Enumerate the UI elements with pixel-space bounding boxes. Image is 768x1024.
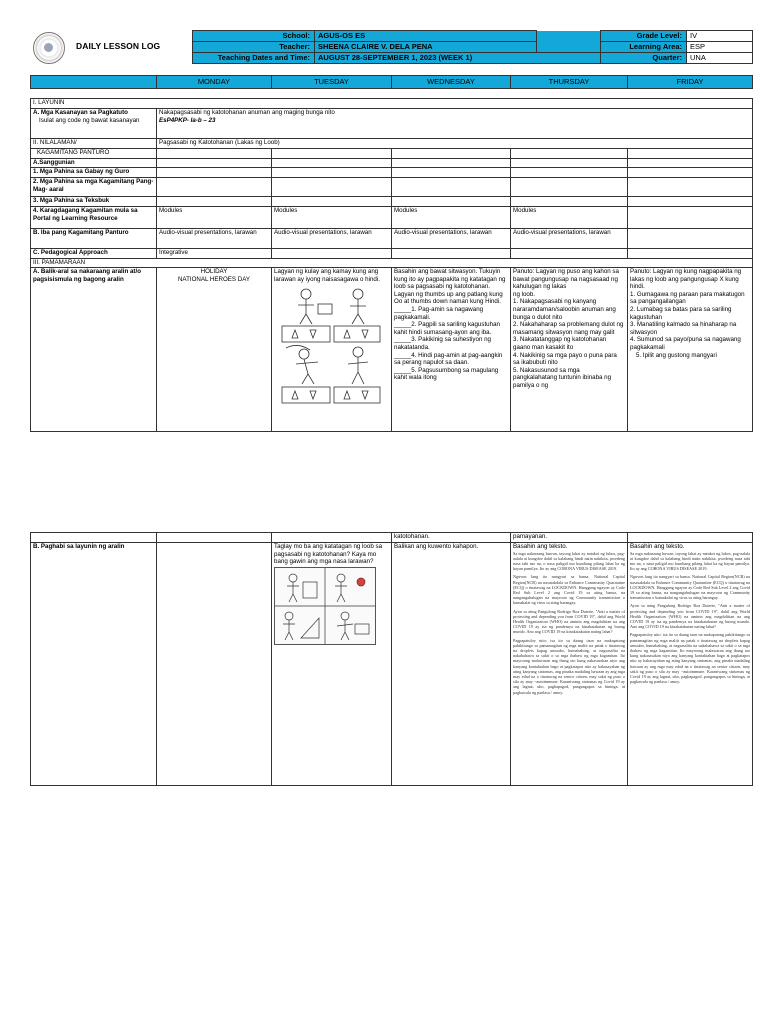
av-monday: Audio-visual presentations, larawan (157, 229, 272, 249)
teacher-value: SHEENA CLAIRE V. DELA PENA (315, 42, 537, 53)
row-label-sanggunian: A.Sanggunian (31, 159, 157, 168)
wednesday-balik-aral (392, 268, 511, 432)
holiday-text: HOLIDAY (200, 268, 228, 275)
friday-item-1: 1. Gumagawa ng paraan para makatugon sa pangangailangan (630, 290, 745, 306)
modules-wednesday: Modules (392, 207, 511, 229)
thursday-intro-2: ng loob. (513, 290, 536, 298)
day-wednesday: WEDNESDAY (392, 76, 511, 89)
thursday-item-1: 1. Nakapagsasabi ng kanyang nararamdaman/saloobin anuman ang bunga o dulot nito (513, 298, 616, 321)
deped-seal-logo (33, 32, 65, 64)
section-pamamaraan: III. PAMAMARAAN (31, 259, 753, 268)
learning-area-label: Learning Area: (601, 42, 687, 53)
modules-tuesday: Modules (272, 207, 392, 229)
kasanayan-code: EsP4PKP- Ia-b – 23 (159, 116, 216, 124)
friday-paghabi-text: Basahin ang teksto. (630, 543, 685, 550)
friday-balik-aral (628, 268, 753, 432)
modules-thursday: Modules (511, 207, 628, 229)
thursday-paghabi-text: Basahin ang teksto. (513, 543, 568, 550)
reading-paragraph-4: Pagpapatuloy nito: isa ito sa daang taon na makapatong pakikitungo sa pamamagitan ng mga maliit na patak o tinatawag na droplets kapag umuubo, bumabahing, at nagsasalita na nakahahawa sa sakit o sa mga ibabaw ng mga kagamitan. Ito mayroong malawaran ang ibang tao kung nakasasakan niyo ang kanyang kontaktahan bago at pagkatapos nito ay kakasayahan ng ating kanyang sintomas, ang pinaka madaling hawaan ay ang mga may edad na o tinatawag na senior citizen, may sakit ng puso o sila ay may ~autoimmune. Karaniwang sintomas ng Covid 19 ay ang lagnat, ubo, pagkapagod, pangangapos sa hininga, at pagkawala ng panlasa / amoy. (513, 637, 625, 695)
page-title: DAILY LESSON LOG (76, 41, 161, 51)
row-label-balik-aral: A. Balik-aral sa nakaraang aralin at/o pagsisismula ng bagong aralin (31, 268, 157, 432)
pedagogical-value: Integrative (157, 249, 272, 259)
quarter-label: Quarter: (601, 53, 687, 64)
kasanayan-value: Nakapagsasabi ng katotohanan anuman ang maging bunga nito EsP4PKP- Ia-b – 23 (157, 109, 753, 139)
truth-pictures-grid (274, 567, 376, 645)
teaching-dates-value: AUGUST 28-SEPTEMBER 1, 2023 (WEEK 1) (315, 53, 601, 64)
thursday-paghabi (511, 543, 628, 786)
av-tuesday: Audio-visual presentations, larawan (272, 229, 392, 249)
row-label-karagdagang: 4. Karagdagang Kagamitan mula sa Portal ng Learning Resource (31, 207, 157, 229)
reading-paragraph-1: Sa mga nakaraang buwan, tayong lahat ay natakot ng lubos, pag-aalala at kungdoe dahil sa kalabang hindi natin nakikita, pwedeng nasa tabi mo na, o nasa paligid mo kundiang pilang lahat ka ng bayan pamilya. Ito ay ang CORONA VIRUS DISEASE 2019. (630, 550, 750, 572)
section-layunin: I. LAYUNIN (31, 99, 753, 109)
lesson-log-table-continued (30, 532, 753, 786)
row-label-iba-pang: B. Iba pang Kagamitang Panturo (31, 229, 157, 249)
reading-paragraph-1: Sa mga nakaraang buwan, tayong lahat ay natakot ng lubos, pag-aalala at kungdoe dahil sa kalabang hindi natin nakikita, pwedeng nasa tabi mo na, o nasa paligid mo kundiang pilang lahat ka ng bayan pamilya. Ito ay ang CORONA VIRUS DISEASE 2019. (513, 550, 625, 572)
row-label-teksbuk: 3. Mga Pahina sa Teksbuk (31, 197, 157, 207)
day-header-row (30, 75, 753, 89)
tuesday-balik-aral: Lagyan ng kulay ang kamay kung ang larawan ay iyong naisasagawa o hindi. (272, 268, 392, 432)
monday-holiday (157, 268, 272, 432)
day-thursday: THURSDAY (511, 76, 628, 89)
activity-illustration (278, 284, 384, 410)
grade-level-value: IV (687, 31, 753, 42)
section-kagamitan: KAGAMITANG PANTURO (31, 149, 157, 159)
modules-monday: Modules (157, 207, 272, 229)
teacher-label: Teacher: (193, 42, 315, 53)
thursday-balik-aral (511, 268, 628, 432)
wednesday-item-2: _____2. Pagpili sa sariling kagustuhan kahit hindi sumasang-ayon ang iba. (394, 321, 500, 336)
quarter-value: UNA (687, 53, 753, 64)
friday-item-4: 4. Sumunod sa payo/puna sa nagawang pagkakamali (630, 336, 741, 351)
av-wednesday: Audio-visual presentations, larawan (392, 229, 511, 249)
header-info-table (192, 30, 753, 64)
wednesday-intro: Basahin ang bawat sitwasyon. Tukuyin kung ito ay pagpapakita ng katatagan ng loob sa pagsasabi ng katotohanan. Lagyan ng thumbs up ang patlang kung Oo at thumbs down naman kung Hindi. (394, 268, 506, 306)
friday-paghabi (628, 543, 753, 786)
national-heroes-text: NATIONAL HEROES DAY (177, 275, 251, 283)
row-label-pedagogical: C. Pedagogical Approach (31, 249, 157, 259)
row-sublabel-kasanayan: Isulat ang code ng bawat kasanayan (39, 116, 140, 124)
thursday-item-4: 4. Nakikinig sa mga payo o puna para sa ikabubuti nito (513, 351, 617, 367)
tuesday-paghabi (272, 543, 392, 786)
school-value: AGUS-OS ES (315, 31, 537, 42)
reading-paragraph-4: Pagpapatuloy nito: isa ito sa daang taon na makapatong pakikitungo sa pamamagitan ng mga maliit na patak o tinatawag na droplets kapag umuubo, bumabahing, at nagsasalita na nakahahawa sa sakit o sa mga ibabaw ng mga kagamitan. Ito mayroong malawaran ang ibang tao kung nakasasakan niyo ang kanyang kontaktahan bago at pagkatapos nito ay kakasayahan ng ating kanyang sintomas, ang pinaka madaling hawaan ay ang mga may edad na o tinatawag na senior citizen, may sakit ng puso o sila ay may ~autoimmune. Karaniwang sintomas ng Covid 19 ay ang lagnat, ubo, pagkapagod, pangangapos sa hininga, at pagkawala ng panlasa / amoy. (630, 632, 750, 685)
thursday-intro: Panuto: Lagyan ng puso ang kahon sa bawat pangungusap na nagsasaad ng kahulugan ng lakas (513, 268, 619, 291)
friday-item-5: 5. Ipilit ang gustong mangyari (636, 351, 717, 359)
wednesday-item-5: _____5. Pagsusumbong sa magulang kahit wala itong (394, 366, 499, 382)
friday-item-2: 2. Lumabag sa batas para sa sariling kagustuhan (630, 305, 732, 321)
reading-paragraph-2: Nguvon lang ito nangyari sa bansa. National Capital Region(NCR) na nasasakdala sa Enhance Community Quarantine (ECQ) o tinatawag na LOCKDOWN. Hanggang ngayon ay Code Red Sub Level 2 ang Covid 19 sa ating bansa, na nangangahulugan na mayroon ng Community transmission o kumakalat ng virus sa ating barangay. (513, 574, 625, 606)
teaching-dates-label: Teaching Dates and Time: (193, 53, 315, 64)
section-nilalaman: II. NILALAMAN/ (31, 139, 157, 149)
row-label-kagamitang-pang: 2. Mga Pahina sa mga Kagamitang Pang- Mag- aaral (31, 178, 157, 197)
school-label: School: (193, 31, 315, 42)
friday-item-3: 3. Manatiling kalmado sa hinaharap na sitwasyon (630, 321, 737, 336)
nilalaman-value: Pagsasabi ng Katotohanan (Lakas ng Loob) (157, 139, 753, 149)
av-thursday: Audio-visual presentations, larawan (511, 229, 628, 249)
reading-paragraph-3: Ayon sa ating Pangulong Rodrigo Roa Duterte, "Anti a matter of protecting and depending you from COVID 19", dahil ang World Health Organization (WHO) na aminin ang magdulitian na ang COVID 19 ay isa ng pandemya na kinakatakutan ng buong mundo. Ano ang COVID 19 na kinakatakutan nating lahat? (513, 608, 625, 635)
wednesday-item-1: _____1. Pag-amin sa nagawang pagkakamali. (394, 305, 484, 321)
thursday-item-2: 2. Nakahaharap sa problemang dulot ng masamang sitwasyon nang may galit (513, 321, 624, 336)
thursday-item-3: 3. Nakatatanggap ng katotohanan gaano man kasakit ito (513, 336, 607, 351)
day-monday: MONDAY (157, 76, 272, 89)
thursday-continued: pamayanan. (511, 533, 628, 543)
row-label-gabay: 1. Mga Pahina sa Gabay ng Guro (31, 168, 157, 178)
reading-paragraph-2: Nguvon lang ito nangyari sa bansa. National Capital Region(NCR) na nasasakdala sa Enhance Community Quarantine (ECQ) o tinatawag na LOCKDOWN. Hanggang ngayon ay Code Red Sub Level 2 ang Covid 19 sa ating bansa, na nangangahulugan na mayroon ng Community transmission o kumakalat ng virus sa ating barangay. (630, 574, 750, 601)
day-friday: FRIDAY (628, 76, 753, 89)
thursday-item-5: 5. Nakasusunod sa mga pangkalahatang tuntunin ibinaba ng pamilya o ng (513, 366, 612, 389)
row-label-paghabi: B. Paghabi sa layunin ng aralin (31, 543, 157, 786)
wednesday-item-4: _____4. Hindi pag-amin at pag-aangkin sa perang napulot sa daan. (394, 351, 503, 367)
day-tuesday: TUESDAY (272, 76, 392, 89)
lesson-log-table (30, 98, 753, 432)
row-label-kasanayan: A. Mga Kasanayan sa Pagkatuto Isulat ang code ng bawat kasanayan (31, 109, 157, 139)
tuesday-paghabi-text: Taglay mo ba ang katatagan ng loob sa pagsasabi ng katotohanan? Kaya mo bang gawin ang mga nasa larawan? (274, 543, 383, 566)
learning-area-value: ESP (687, 42, 753, 53)
friday-intro: Panuto: Lagyan ng kung nagpapakita ng lakas ng loob ang pangungusap X kung hindi. (630, 268, 742, 291)
reading-paragraph-3: Ayon sa ating Pangulong Rodrigo Roa Duterte, "Anti a matter of protecting and depending you from COVID 19", dahil ang World Health Organization (WHO) na aminin ang magdulitian na ang COVID 19 ay isa ng pandemya na kinakatakutan ng buong mundo. Ano ang COVID 19 na kinakatakutan nating lahat? (630, 603, 750, 630)
wednesday-paghabi: Balikan ang kuwento kahapon. (392, 543, 511, 786)
grade-level-label: Grade Level: (601, 31, 687, 42)
wednesday-continued: katotohanan. (392, 533, 511, 543)
wednesday-item-3: _____3. Pakikinig sa suhestiyon ng nakatatanda. (394, 336, 492, 351)
